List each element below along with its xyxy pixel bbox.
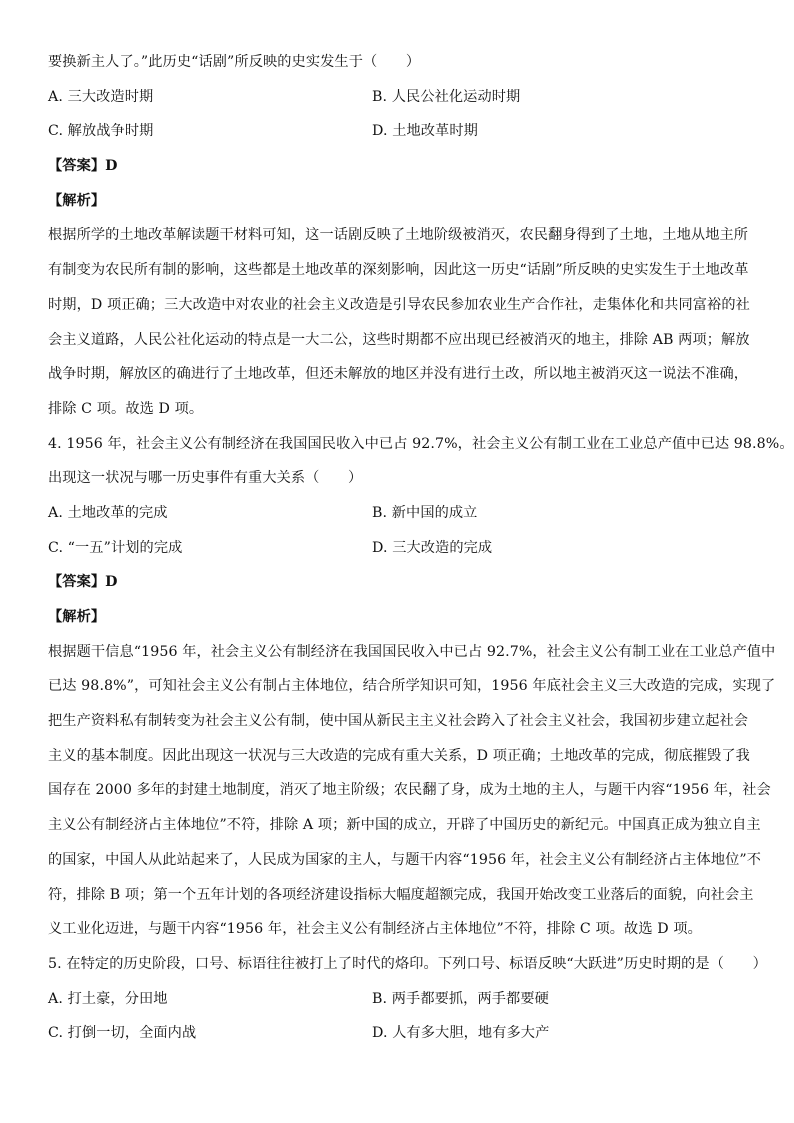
- option-b: B. 两手都要抓，两手都要硬: [372, 990, 549, 1007]
- option-d: D. 土地改革时期: [372, 123, 478, 140]
- question-5-options-row-1: [48, 989, 758, 1009]
- option-b: B. 人民公社化运动时期: [372, 88, 521, 105]
- option-a: A. 打土豪，分田地: [48, 990, 168, 1007]
- question-3: [48, 52, 758, 72]
- answer-label: 【答案】D: [48, 158, 118, 175]
- analysis-line: 国存在 2000 多年的封建土地制度，消灭了地主阶级；农民翻了身，成为土地的主人，与题干内容“1956 年，社会: [48, 782, 771, 799]
- question-4-options-row-1: [48, 503, 758, 523]
- question-4-stem-line: 出现这一状况与哪一历史事件有重大关系（ ）: [48, 470, 363, 487]
- analysis-label: 【解析】: [48, 192, 106, 209]
- answer-label: 【答案】D: [48, 574, 118, 591]
- document-page: [48, 52, 794, 1058]
- question-4: [48, 434, 794, 489]
- analysis-line: 会主义道路，人民公社化运动的特点是一大二公，这些时期都不应出现已经被消灭的地主，排除 AB 两项；解放: [48, 331, 750, 348]
- analysis-line: 的国家，中国人从此站起来了，人民成为国家的主人，与题干内容“1956 年，社会主义公有制经济占主体地位”不: [48, 851, 762, 868]
- question-3-stem: 要换新主人了。”此历史“话剧”所反映的史实发生于（ ）: [48, 54, 421, 70]
- question-5: [48, 954, 767, 974]
- option-b: B. 新中国的成立: [372, 504, 478, 521]
- option-c: C. 打倒一切，全面内战: [48, 1025, 197, 1042]
- option-d: D. 人有多大胆，地有多大产: [372, 1025, 550, 1042]
- option-c: C. 解放战争时期: [48, 123, 154, 140]
- analysis-line: 主义公有制经济占主体地位”不符，排除 A 项；新中国的成立，开辟了中国历史的新纪元。中国真正成为独立自主: [48, 817, 761, 834]
- analysis-line: 有制变为农民所有制的影响，这些都是土地改革的深刻影响，因此这一历史“话剧”所反映的史实发生于土地改革: [48, 262, 749, 279]
- option-a: A. 三大改造时期: [48, 88, 154, 105]
- analysis-line: 根据题干信息“1956 年，社会主义公有制经济在我国国民收入中已占 92.7%，社会主义公有制工业在工业总产值中: [48, 643, 776, 660]
- question-4-options-row-2: [48, 538, 758, 558]
- question-3-options-row-1: [48, 87, 758, 107]
- option-c: C. “一五”计划的完成: [48, 539, 183, 556]
- analysis-line: 主义的基本制度。因此出现这一状况与三大改造的完成有重大关系，D 项正确；土地改革的完成，彻底摧毁了我: [48, 747, 750, 764]
- option-a: A. 土地改革的完成: [48, 504, 168, 521]
- analysis-line: 已达 98.8%”，可知社会主义公有制占主体地位，结合所学知识可知，1956 年底社会主义三大改造的完成，实现了: [48, 678, 776, 695]
- analysis-label: 【解析】: [48, 609, 106, 625]
- analysis-line: 排除 C 项。故选 D 项。: [48, 400, 204, 417]
- analysis-line: 义工业化迈进，与题干内容“1956 年，社会主义公有制经济占主体地位”不符，排除 C 项。故选 D 项。: [48, 921, 702, 938]
- analysis-line: 战争时期，解放区的确进行了土地改革，但还未解放的地区并没有进行土改，所以地主被消灭这一说法不准确，: [48, 366, 749, 383]
- analysis-line: 根据所学的土地改革解读题干材料可知，这一话剧反映了土地阶级被消灭，农民翻身得到了土地，土地从地主所: [48, 227, 749, 244]
- question-5-options-row-2: [48, 1023, 758, 1043]
- question-3-options-row-2: [48, 121, 758, 141]
- question-4-stem-line: 4. 1956 年，社会主义公有制经济在我国国民收入中已占 92.7%，社会主义公有制工业在工业总产值中已达 98.8%。: [48, 435, 794, 452]
- question-5-stem: 5. 在特定的历史阶段，口号、标语往往被打上了时代的烙印。下列口号、标语反映“大跃进”历史时期的是（ ）: [48, 955, 767, 972]
- analysis-line: 时期，D 项正确；三大改造中对农业的社会主义改造是引导农民参加农业生产合作社，走集体化和共同富裕的社: [48, 296, 750, 313]
- option-d: D. 三大改造的完成: [372, 539, 493, 556]
- analysis-line: 把生产资料私有制转变为社会主义公有制，使中国从新民主主义社会跨入了社会主义社会，我国初步建立起社会: [48, 713, 749, 730]
- analysis-line: 符，排除 B 项；第一个五年计划的各项经济建设指标大幅度超额完成，我国开始改变工业落后的面貌，向社会主: [48, 886, 754, 903]
